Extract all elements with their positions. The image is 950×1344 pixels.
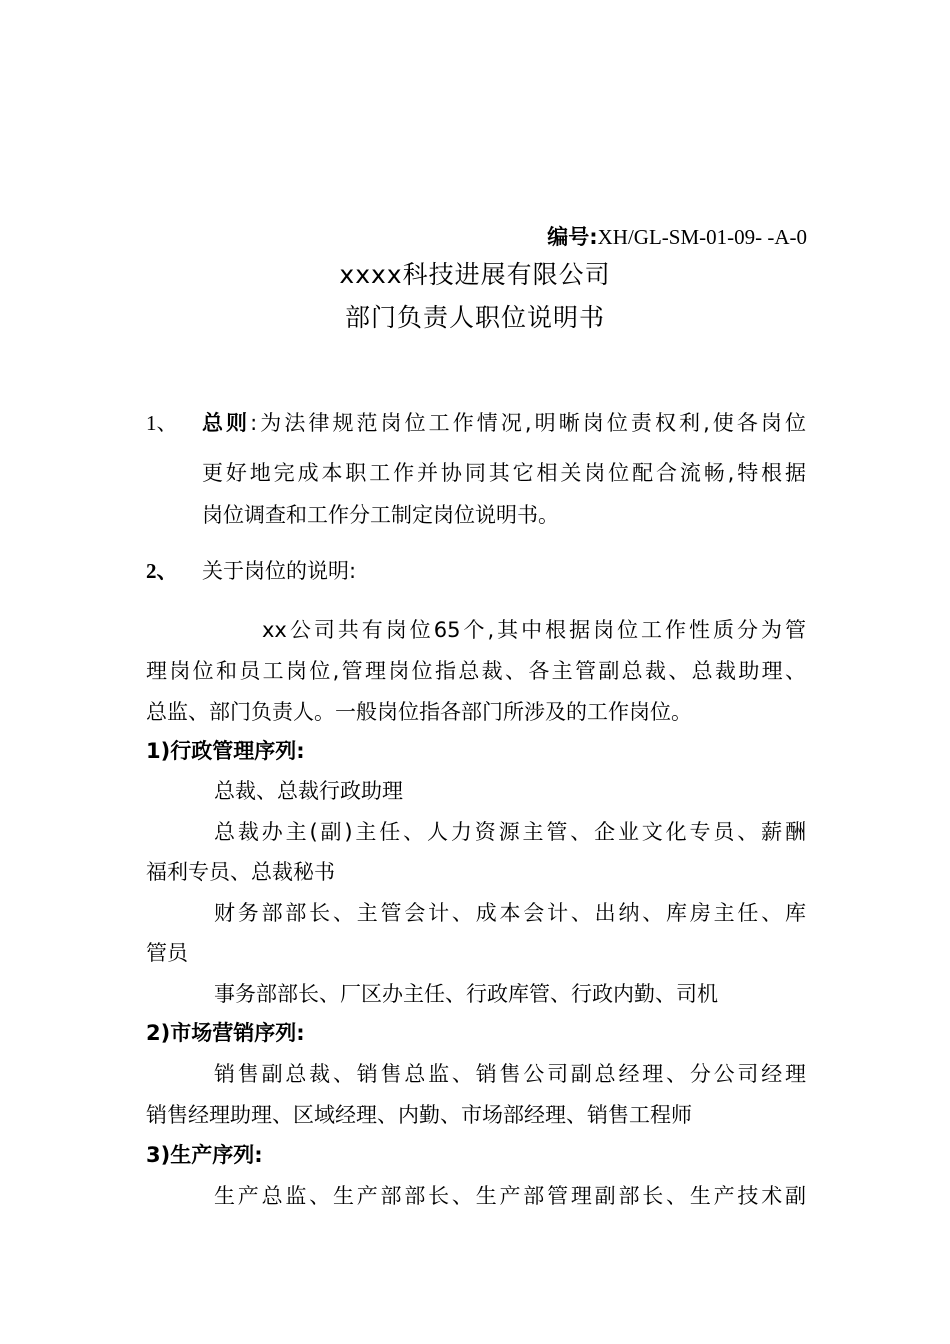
section-1-text-1: :为法律规范岗位工作情况,明晰岗位责权利,使各岗位 [250, 411, 806, 435]
series-3-heading: 3)生产序列: [146, 1143, 263, 1167]
section-1-heading: 总则 [202, 411, 251, 435]
section-2-intro-line-2: 理岗位和员工岗位,管理岗位指总裁、各主管副总裁、总裁助理、 [146, 659, 806, 683]
series-1-line-6: 事务部部长、厂区办主任、行政库管、行政内勤、司机 [214, 982, 718, 1006]
series-1-line-4: 财务部部长、主管会计、成本会计、出纳、库房主任、库 [214, 901, 806, 925]
document-number-label: 编号: [547, 225, 598, 249]
section-1-number: 1、 [146, 411, 178, 435]
series-2-line-2: 销售经理助理、区域经理、内勤、市场部经理、销售工程师 [146, 1103, 692, 1127]
section-1-line-1 [202, 408, 806, 438]
series-1-line-1: 总裁、总裁行政助理 [214, 779, 403, 803]
document-number [547, 222, 807, 252]
section-1-line-3: 岗位调查和工作分工制定岗位说明书。 [202, 503, 559, 527]
series-1-line-3: 福利专员、总裁秘书 [146, 860, 335, 884]
section-1-line-2: 更好地完成本职工作并协同其它相关岗位配合流畅,特根据 [202, 461, 806, 485]
series-2-heading: 2)市场营销序列: [146, 1021, 305, 1045]
section-2-intro-line-3: 总监、部门负责人。一般岗位指各部门所涉及的工作岗位。 [146, 700, 692, 724]
document-number-value: XH/GL-SM-01-09- -A-0 [597, 225, 807, 249]
company-title: xxxx科技进展有限公司 [339, 260, 611, 289]
section-2-intro-line-1: xx公司共有岗位65个,其中根据岗位工作性质分为管 [262, 618, 806, 642]
series-3-line-1: 生产总监、生产部部长、生产部管理副部长、生产技术副 [214, 1184, 806, 1208]
series-2-line-1: 销售副总裁、销售总监、销售公司副总经理、分公司经理 [214, 1062, 806, 1086]
section-2-number: 2、 [146, 559, 178, 583]
series-1-line-2: 总裁办主(副)主任、人力资源主管、企业文化专员、薪酬 [214, 820, 806, 844]
document-title: 部门负责人职位说明书 [344, 303, 605, 332]
series-1-line-5: 管员 [146, 941, 188, 965]
series-1-heading: 1)行政管理序列: [146, 739, 305, 763]
section-2-heading: 关于岗位的说明: [202, 559, 357, 583]
